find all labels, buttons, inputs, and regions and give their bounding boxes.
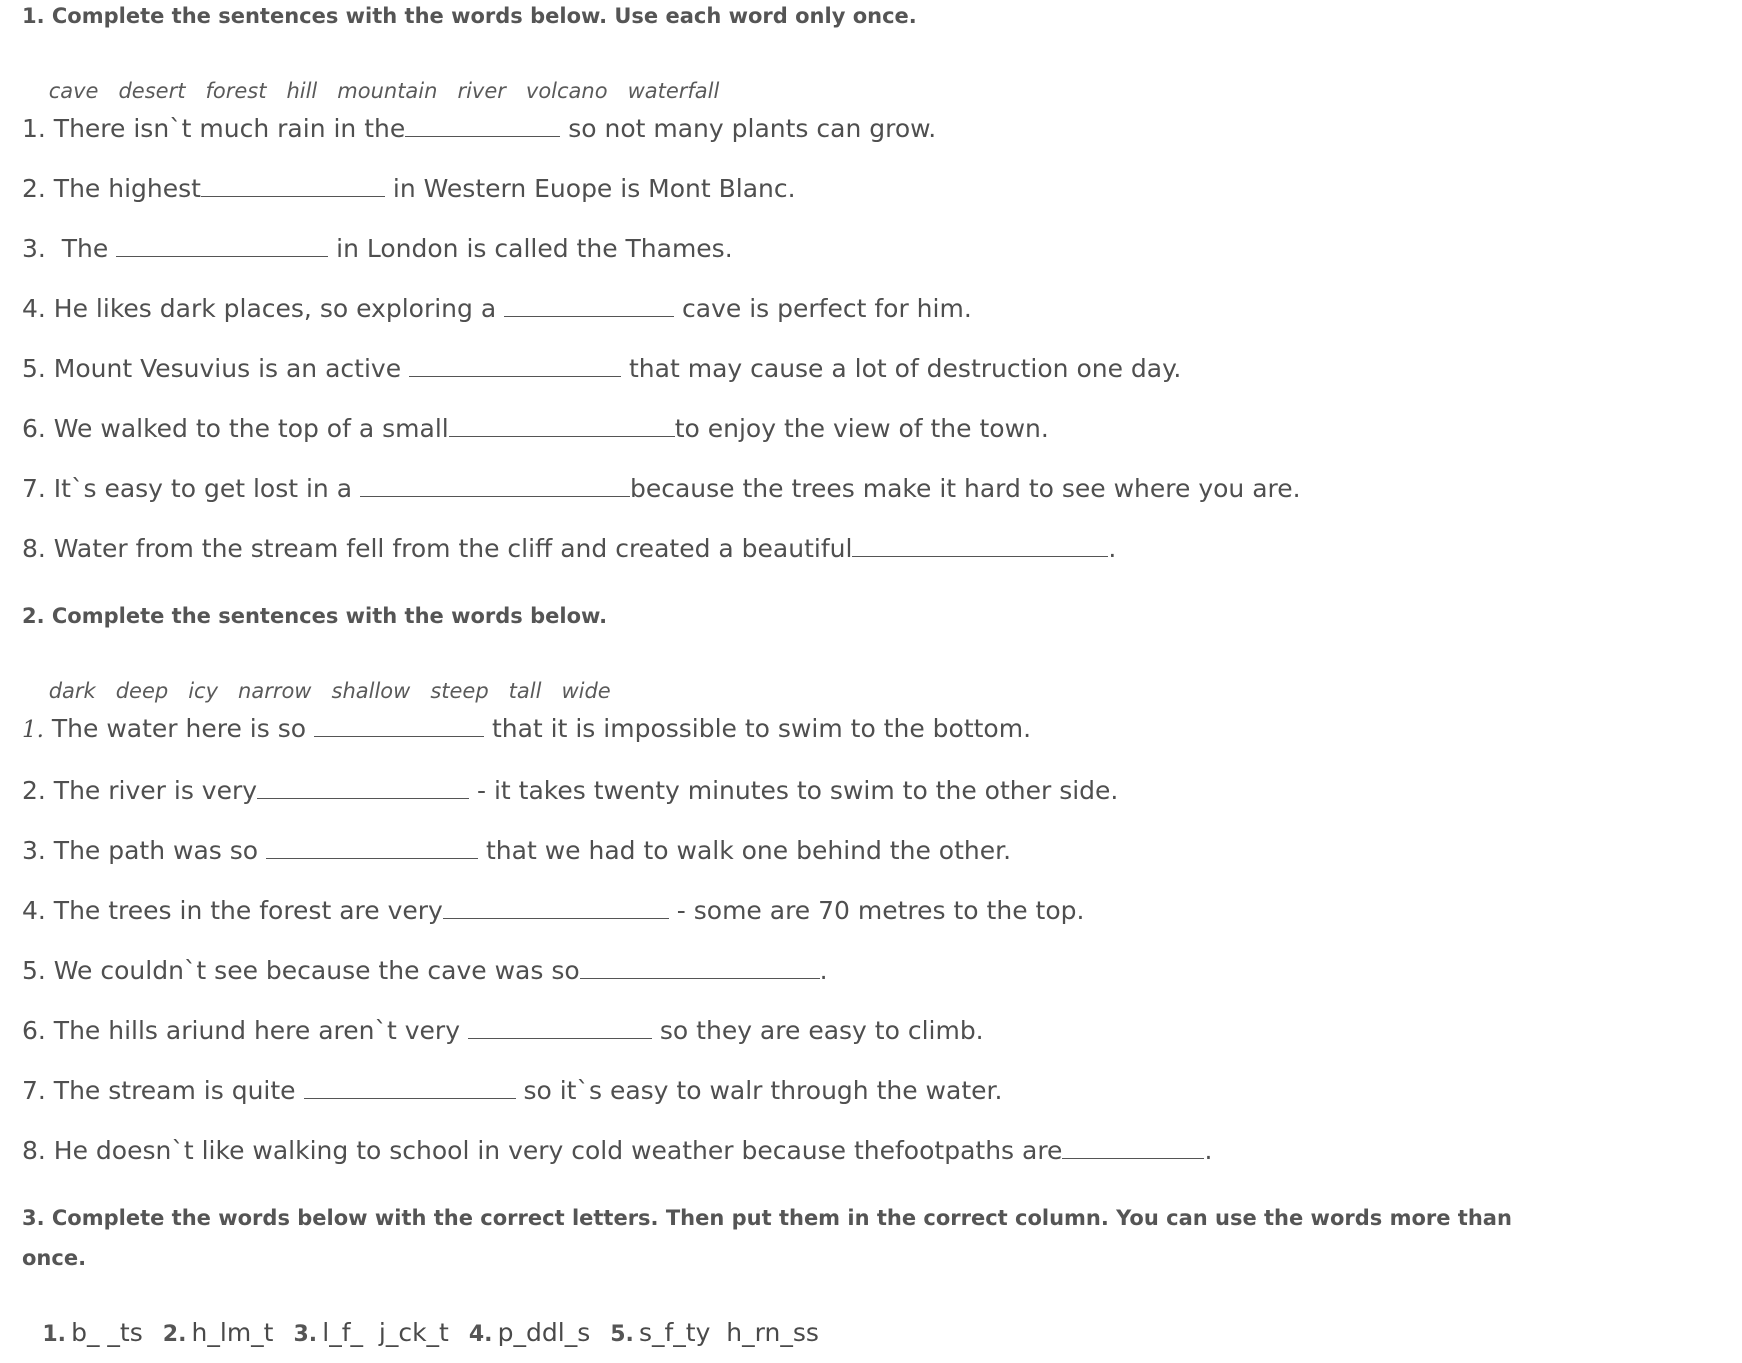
gapped-word: b_ _ts xyxy=(71,1318,143,1347)
word-bank-item: desert xyxy=(118,79,186,103)
ex2-sentence-5: 5. We couldn`t see because the cave was so . xyxy=(22,956,828,985)
gapped-word: p_ddl_s xyxy=(497,1318,591,1347)
gapped-word: h_lm_t xyxy=(191,1318,274,1347)
ex1-sentence-6: 6. We walked to the top of a small to enjoy the view of the town. xyxy=(22,414,1049,443)
answer-blank[interactable] xyxy=(405,114,560,137)
ex2-sentence-7: 7. The stream is quite so it`s easy to walr through the water. xyxy=(22,1076,1003,1105)
ex2-sentence-6: 6. The hills ariund here aren`t very so they are easy to climb. xyxy=(22,1016,984,1045)
ex1-sentence-3: 3. The in London is called the Thames. xyxy=(22,234,733,263)
ex2-sentence-2: 2. The river is very - it takes twenty minutes to swim to the other side. xyxy=(22,776,1119,805)
word-bank-item: tall xyxy=(508,679,542,703)
answer-blank[interactable] xyxy=(304,1076,516,1099)
word-bank-item: hill xyxy=(286,79,318,103)
word-bank-item: steep xyxy=(430,679,489,703)
word-bank-item: icy xyxy=(188,679,219,703)
word-bank-item: forest xyxy=(205,79,267,103)
word-bank-item: narrow xyxy=(238,679,312,703)
ex3-heading-line-2: once. xyxy=(22,1246,87,1270)
ex1-sentence-4: 4. He likes dark places, so exploring a cave is perfect for him. xyxy=(22,294,972,323)
answer-blank[interactable] xyxy=(580,956,820,979)
item-number: 1. xyxy=(42,1322,67,1347)
word-bank-item: wide xyxy=(561,679,611,703)
word-bank-item: river xyxy=(457,79,506,103)
answer-blank[interactable] xyxy=(443,896,669,919)
item-number: 2. xyxy=(162,1322,187,1347)
ex3-word-list xyxy=(22,1304,839,1362)
gapped-word: s_f_ty h_rn_ss xyxy=(638,1318,819,1347)
ex2-sentence-3: 3. The path was so that we had to walk one behind the other. xyxy=(22,836,1012,865)
ex1-sentence-2: 2. The highest in Western Euope is Mont Blanc. xyxy=(22,174,796,203)
answer-blank[interactable] xyxy=(1062,1136,1204,1159)
ex1-sentence-1: 1. There isn`t much rain in the so not many plants can grow. xyxy=(22,114,937,143)
answer-blank[interactable] xyxy=(257,776,469,799)
word-bank-item: mountain xyxy=(337,79,438,103)
item-number: 4. xyxy=(468,1322,493,1347)
ex1-heading: 1. Complete the sentences with the words below. Use each word only once. xyxy=(22,4,917,28)
answer-blank[interactable] xyxy=(201,174,385,197)
ex3-heading-line-1: 3. Complete the words below with the correct letters. Then put them in the correct column. You can use the words more than xyxy=(22,1206,1512,1230)
answer-blank[interactable] xyxy=(504,294,674,317)
answer-blank[interactable] xyxy=(116,234,328,257)
answer-blank[interactable] xyxy=(360,474,630,497)
ex1-sentence-5: 5. Mount Vesuvius is an active that may cause a lot of destruction one day. xyxy=(22,354,1182,383)
ex2-heading: 2. Complete the sentences with the words below. xyxy=(22,604,608,628)
answer-blank[interactable] xyxy=(266,836,478,859)
word-bank-item: cave xyxy=(48,79,99,103)
word-bank-item: volcano xyxy=(525,79,608,103)
ex2-sentence-4: 4. The trees in the forest are very - some are 70 metres to the top. xyxy=(22,896,1085,925)
word-bank-item: deep xyxy=(115,679,169,703)
word-bank-item: shallow xyxy=(331,679,411,703)
ex1-sentence-7: 7. It`s easy to get lost in a because the trees make it hard to see where you are. xyxy=(22,474,1301,503)
answer-blank[interactable] xyxy=(409,354,621,377)
item-number: 5. xyxy=(610,1322,634,1347)
answer-blank[interactable] xyxy=(314,714,484,737)
gapped-word: l_f_ j_ck_t xyxy=(322,1318,449,1347)
answer-blank[interactable] xyxy=(468,1016,652,1039)
answer-blank[interactable] xyxy=(852,534,1108,557)
ex1-sentence-8: 8. Water from the stream fell from the cliff and created a beautiful . xyxy=(22,534,1117,563)
word-bank-item: dark xyxy=(48,679,96,703)
word-bank-item: waterfall xyxy=(627,79,720,103)
item-number: 3. xyxy=(293,1322,318,1347)
ex2-sentence-1: 1. The water here is so that it is impossible to swim to the bottom. xyxy=(22,714,1032,743)
answer-blank[interactable] xyxy=(449,414,675,437)
ex2-sentence-8: 8. He doesn`t like walking to school in very cold weather because thefootpaths are . xyxy=(22,1136,1213,1165)
